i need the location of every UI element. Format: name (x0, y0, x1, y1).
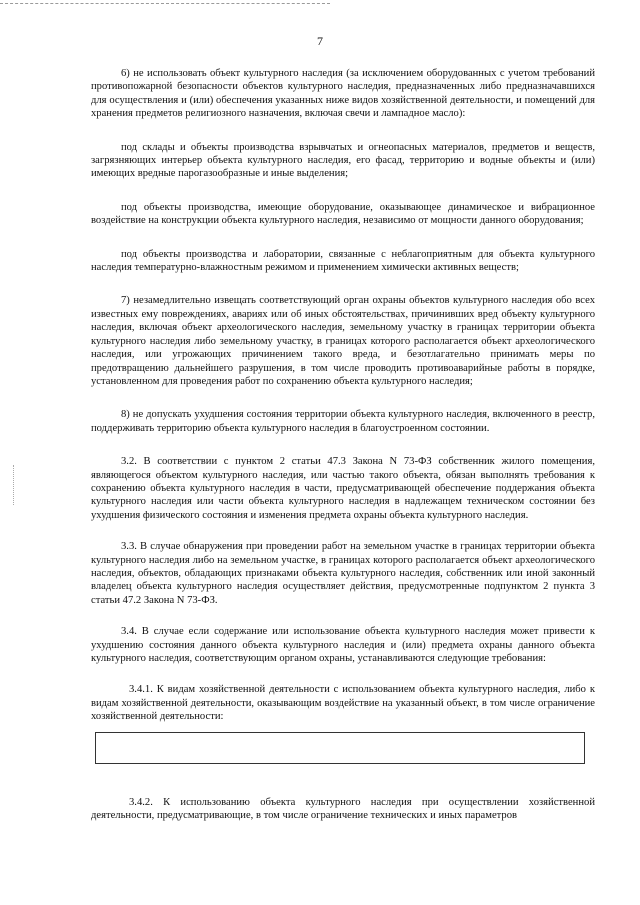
document-body (91, 67, 595, 842)
page-number: 7 (317, 34, 323, 48)
paragraph-6-warehouses: под склады и объекты производства взрывчатых и огнеопасных материалов, предметов и веществ, загрязняющих интерьер объекта культурного наследия, его фасад, территорию и водные объекты и (или) имеющих вредные парогазообразные и иные выделения; (91, 141, 595, 180)
paragraph-6-laboratories: под объекты производства и лаборатории, связанные с неблагоприятным для объекта культурного наследия температурно-влажностным режимом и применением химически активных веществ; (91, 248, 595, 274)
empty-field-box (95, 732, 585, 764)
margin-scan-mark (13, 465, 15, 505)
paragraph-3-4: 3.4. В случае если содержание или использование объекта культурного наследия может привести к ухудшению состояния данного объекта культурного наследия и (или) предмета охраны данного объекта культурного наследия, соответствующим органом охраны, устанавливаются следующие требования: (91, 626, 595, 664)
paragraph-8: 8) не допускать ухудшения состояния территории объекта культурного наследия, включенного в реестр, поддерживать территорию объекта культурного наследия в благоустроенном состоянии. (91, 409, 595, 434)
top-dashed-line (0, 3, 330, 4)
paragraph-3-4-1: 3.4.1. К видам хозяйственной деятельности с использованием объекта культурного наследия, либо к видам хозяйственной деятельности, оказывающим воздействие на указанный объект, в том числе ограничение хозяйственной деятельности: (91, 684, 595, 723)
paragraph-3-3: 3.3. В случае обнаружения при проведении работ на земельном участке в границах территории объекта культурного наследия либо на земельном участке, в границах которого располагается объект археологического наследия, объектов, обладающих признаками объекта культурного наследия, собственник или иной законный владелец объекта культурного наследия осуществляет действия, предусмотренные подпунктом 2 пункта 3 статьи 47.2 Закона N 73-ФЗ. (91, 541, 595, 606)
paragraph-6: 6) не использовать объект культурного наследия (за исключением оборудованных с учетом требований противопожарной безопасности объектов культурного наследия, предназначенных либо предназначавшихся для осуществления и (или) обеспечения указанных ниже видов хозяйственной деятельности, и помещений для хранения предметов религиозного назначения, включая свечи и лампадное масло): (91, 68, 595, 120)
paragraph-7: 7) незамедлительно извещать соответствующий орган охраны объектов культурного наследия обо всех известных ему повреждениях, авариях или об иных обстоятельствах, причинивших вред объекту культурного наследия, включая объект археологического наследия, земельному участку в границах территории объекта культурного наследия либо земельному участку, в границах которого располагается объект археологического наследия, или угрожающих причинением такого вреда, и безотлагательно принимать меры по предотвращению дальнейшего разрушения, в том числе проводить противоаварийные работы в порядке, установленном для проведения работ по сохранению объекта культурного наследия; (91, 295, 595, 387)
paragraph-3-2: 3.2. В соответствии с пунктом 2 статьи 47.3 Закона N 73-ФЗ собственник жилого помещения, являющегося объектом культурного наследия, или частью такого объекта, обязан выполнять требования к сохранению объекта культурного наследия в части, предусматривающей обеспечение поддержания объекта культурного наследия или части объекта культурного наследия в надлежащем техническом состоянии без ухудшения физического состояния и изменения предмета охраны объекта культурного наследия. (91, 456, 595, 521)
paragraph-6-production-equipment: под объекты производства, имеющие оборудование, оказывающее динамическое и вибрационное воздействие на конструкции объекта культурного наследия, независимо от мощности данного оборудования; (91, 201, 595, 227)
paragraph-3-4-2: 3.4.2. К использованию объекта культурного наследия при осуществлении хозяйственной деятельности, предусматривающие, в том числе ограничение технических и иных параметров (91, 796, 595, 822)
